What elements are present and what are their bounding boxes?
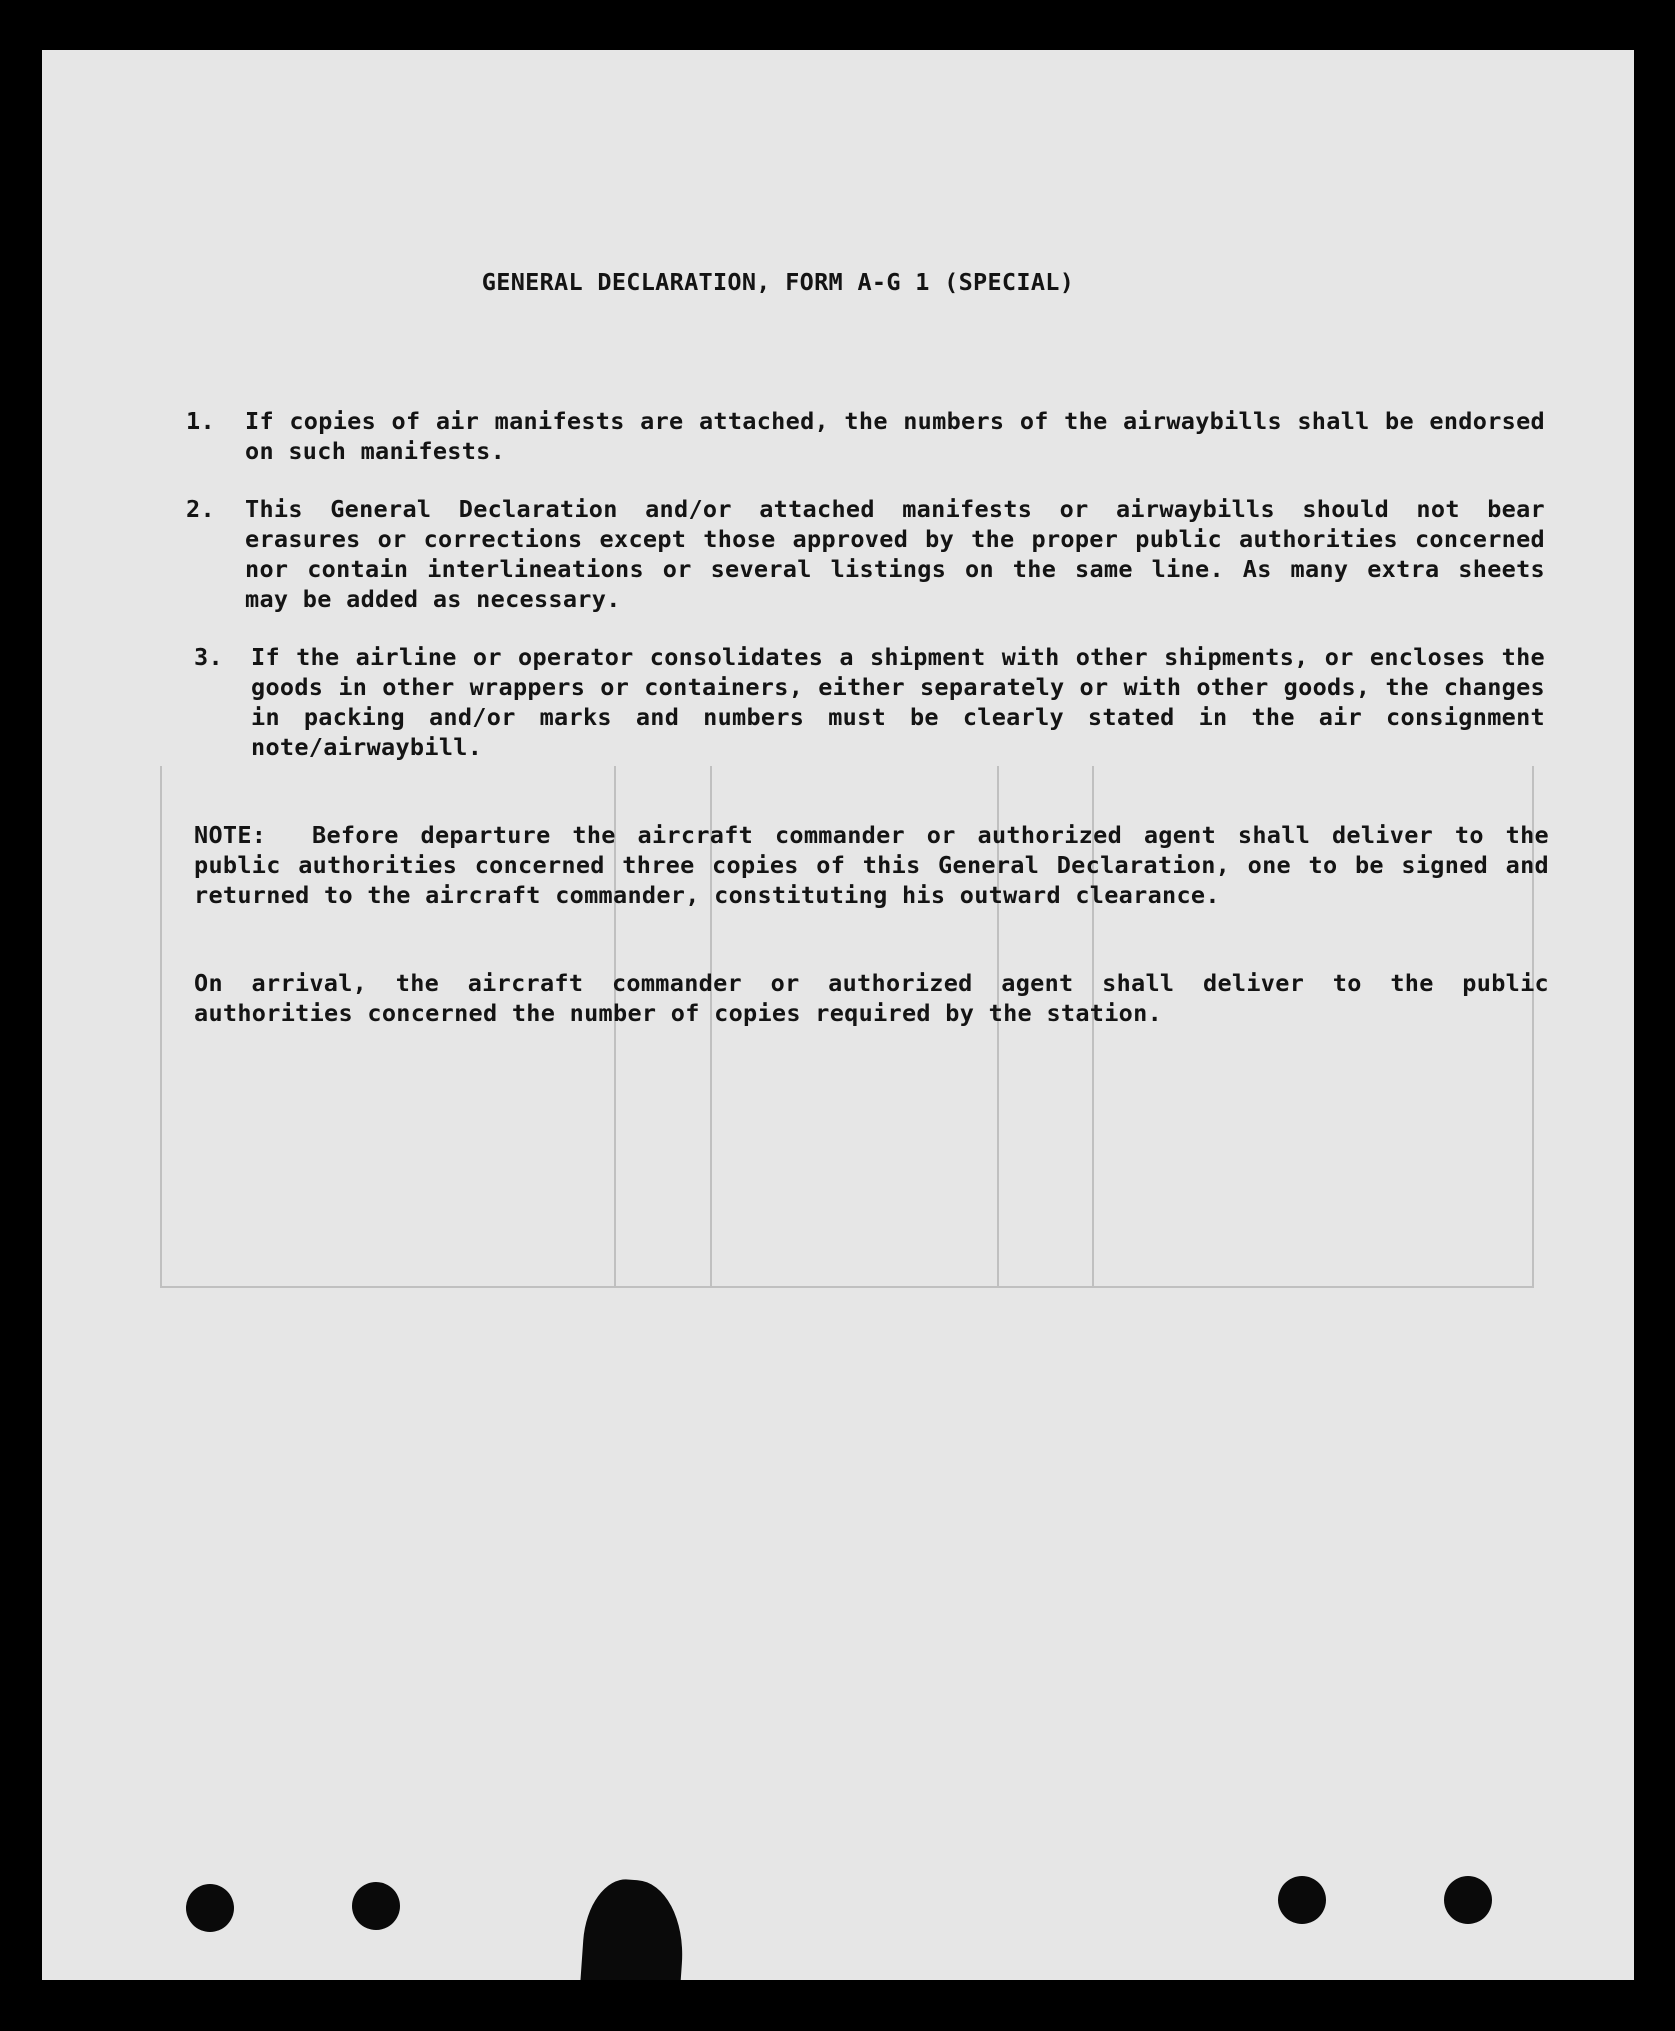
item-number: 2. xyxy=(186,495,215,523)
punch-hole xyxy=(1278,1876,1326,1924)
instruction-item xyxy=(186,494,1546,614)
note-label: NOTE: xyxy=(194,821,267,849)
instruction-item xyxy=(186,406,1546,466)
item-text: If the airline or operator consolidates a shipment with other shipments, or encloses the goods in other wrappers or containers, either separately or with other goods, the changes in packing and/or marks and numbers must be clearly stated in the air consignment note/airwaybill. xyxy=(251,643,1545,761)
item-number: 3. xyxy=(194,643,223,671)
punch-hole xyxy=(186,1884,234,1932)
item-number: 1. xyxy=(186,407,215,435)
torn-hole xyxy=(577,1877,688,1980)
instruction-item xyxy=(186,642,1546,762)
arrival-note: On arrival, the aircraft commander or authorized agent shall deliver to the public authorities concerned the number of copies required by the station. xyxy=(194,969,1549,1027)
document-page xyxy=(42,50,1634,1980)
item-text: If copies of air manifests are attached, the numbers of the airwaybills shall be endorsed on such manifests. xyxy=(245,407,1545,465)
punch-hole xyxy=(1444,1876,1492,1924)
punch-hole xyxy=(352,1882,400,1930)
form-title: GENERAL DECLARATION, FORM A-G 1 (SPECIAL) xyxy=(481,268,1075,296)
departure-note xyxy=(194,820,1549,910)
item-text: This General Declaration and/or attached manifests or airwaybills should not bear erasures or corrections except those approved by the proper public authorities concerned nor contain interlineations or several listings on the same line. As many extra sheets may be added as necessary. xyxy=(245,495,1545,613)
note-text: Before departure the aircraft commander or authorized agent shall deliver to the public authorities concerned three copies of this General Declaration, one to be signed and returned to the aircraft commander, constituting his outward clearance. xyxy=(194,821,1549,909)
